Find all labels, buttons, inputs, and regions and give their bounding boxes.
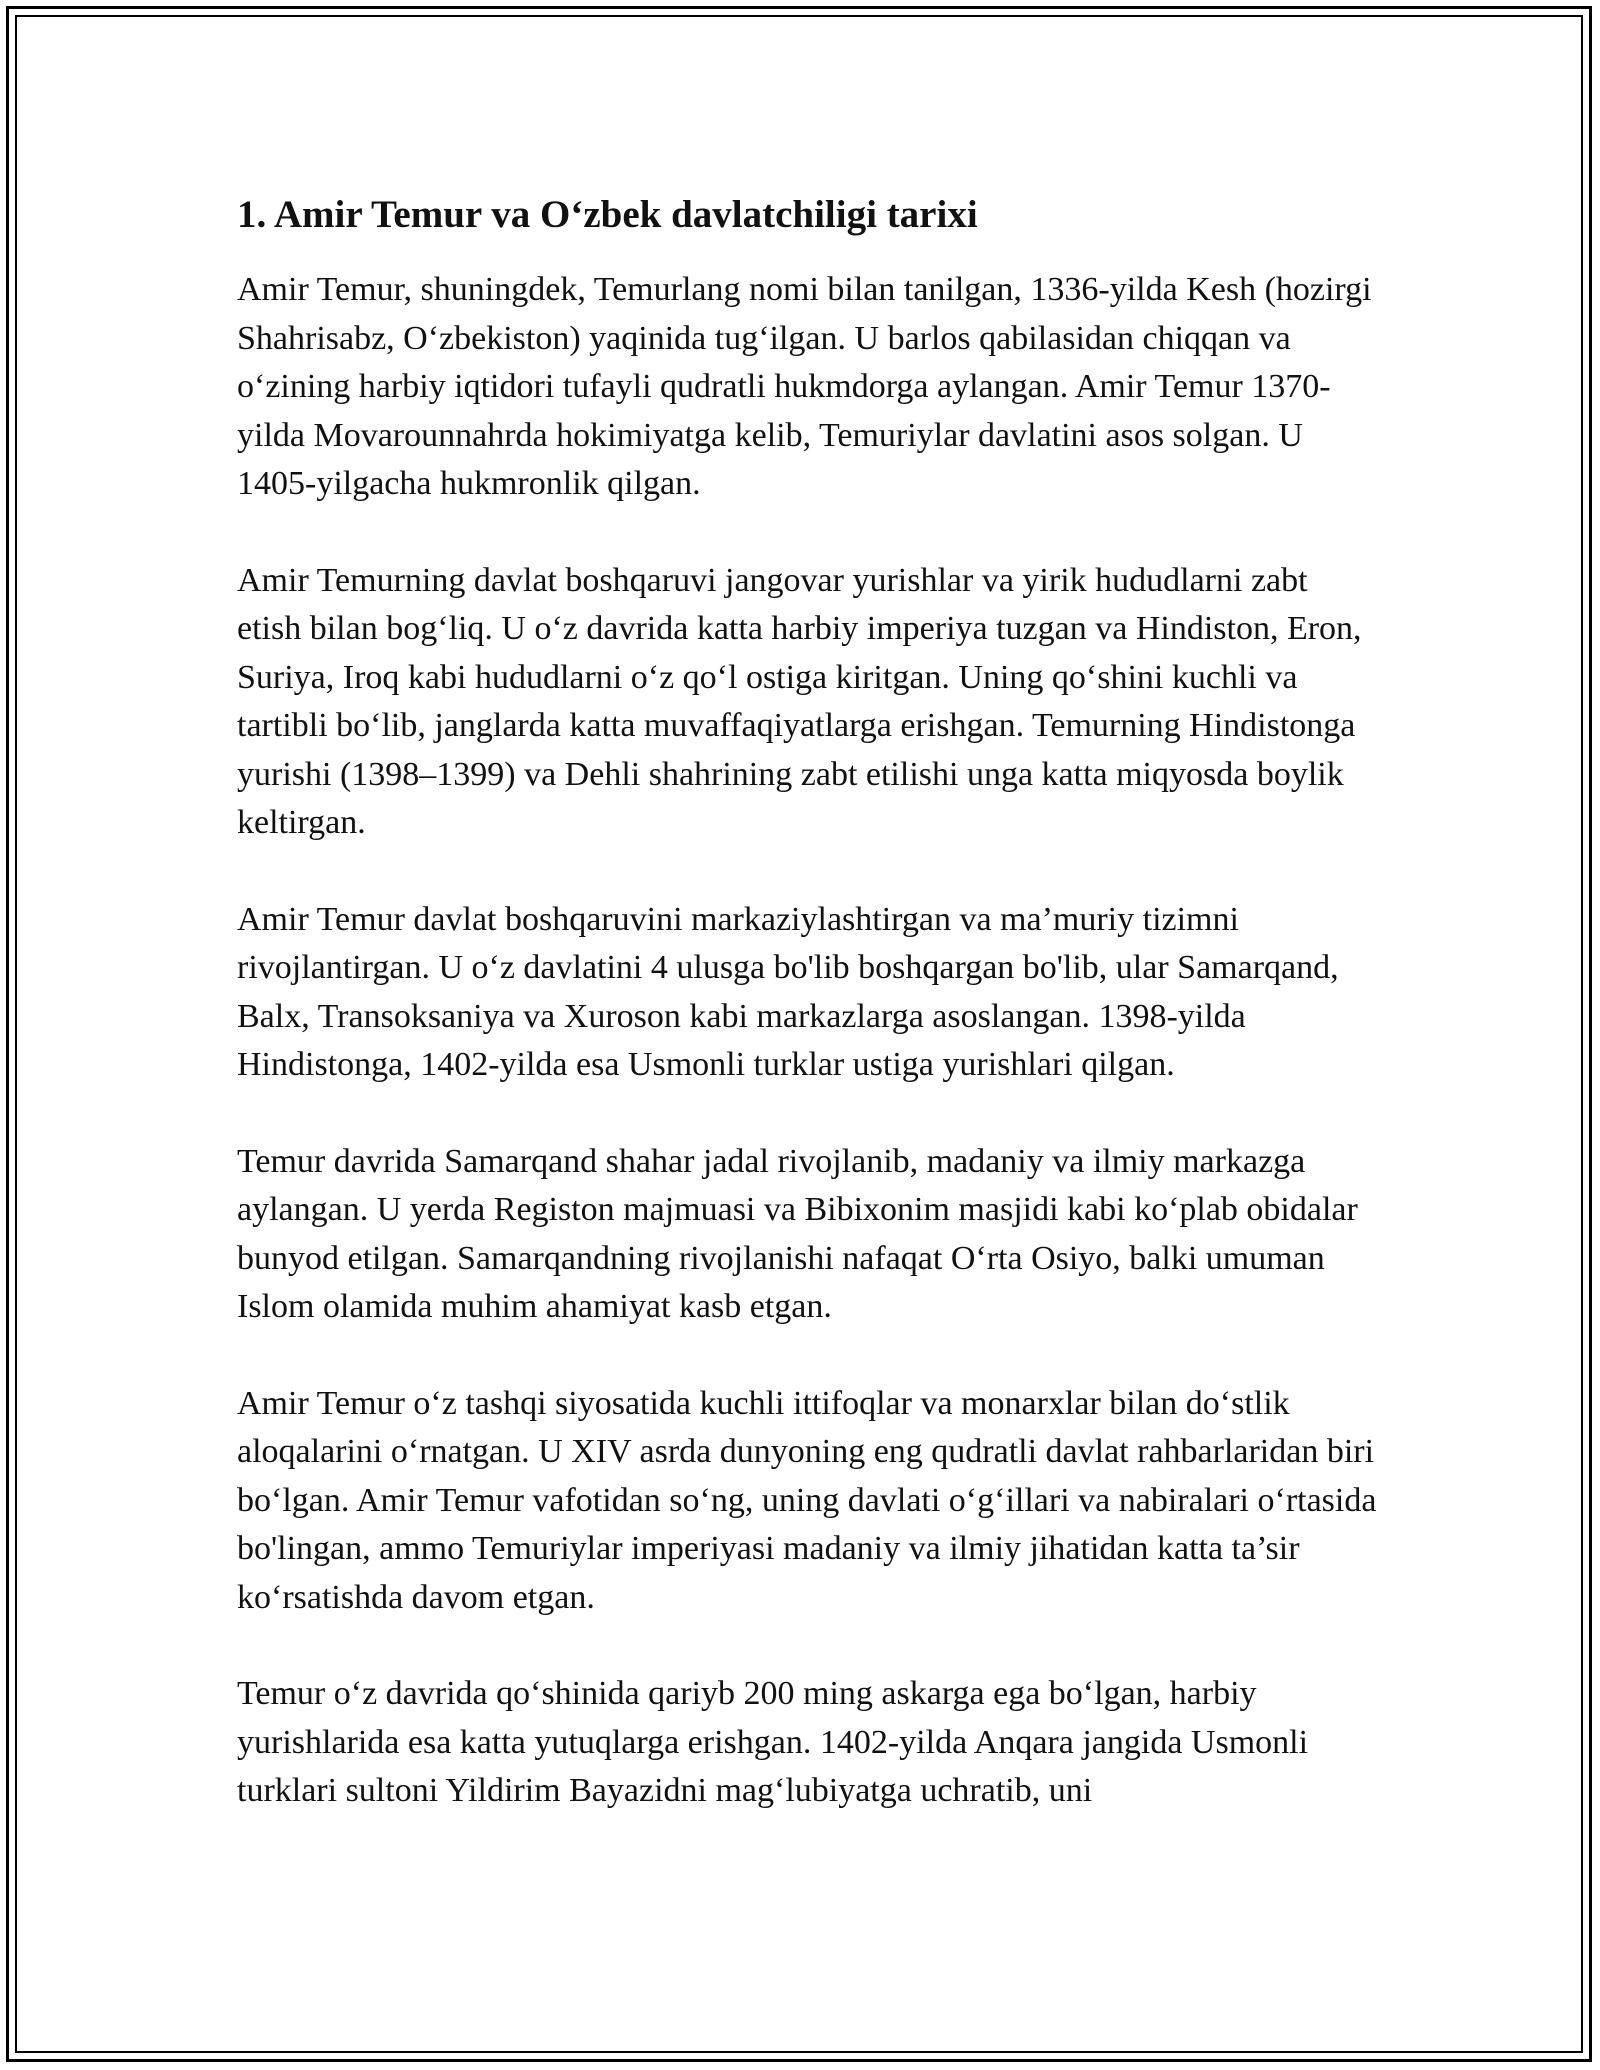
paragraph-2: Amir Temurning davlat boshqaruvi jangovar yurishlar va yirik hududlarni zabt etish bilan bog‘liq. U o‘z davrida katta harbiy imperiya tuzgan va Hindiston, Eron, Suriya, Iroq kabi hududlarni o‘z qo‘l ostiga kiritgan. Uning qo‘shini kuchli va tartibli bo‘lib, janglarda katta muvaffaqiyatlarga erishgan. Temurning Hindistonga yurishi (1398–1399) va Dehli shahrining zabt etilishi unga katta miqyosda boylik keltirgan.	[237, 561, 1362, 841]
section-heading: 1. Amir Temur va O‘zbek davlatchiligi tarixi	[237, 193, 978, 236]
paragraph-3: Amir Temur davlat boshqaruvini markaziylashtirgan va ma’muriy tizimni rivojlantirgan. U o‘z davlatini 4 ulusga bo'lib boshqargan bo'lib, ular Samarqand, Balx, Transoksaniya va Xuroson kabi markazlarga asoslangan. 1398-yilda Hindistonga, 1402-yilda esa Usmonli turklar ustiga yurishlari qilgan.	[237, 900, 1339, 1083]
paragraph-4: Temur davrida Samarqand shahar jadal rivojlanib, madaniy va ilmiy markazga aylangan. U yerda Registon majmuasi va Bibixonim masjidi kabi ko‘plab obidalar bunyod etilgan. Samarqandning rivojlanishi nafaqat O‘rta Osiyo, balki umuman Islom olamida muhim ahamiyat kasb etgan.	[237, 1142, 1358, 1325]
paragraph-5: Amir Temur o‘z tashqi siyosatida kuchli ittifoqlar va monarxlar bilan do‘stlik aloqalarini o‘rnatgan. U XIV asrda dunyoning eng qudratli davlat rahbarlaridan biri bo‘lgan. Amir Temur vafotidan so‘ng, uning davlati o‘g‘illari va nabiralari o‘rtasida bo'lingan, ammo Temuriylar imperiyasi madaniy va ilmiy jihatidan katta ta’sir ko‘rsatishda davom etgan.	[237, 1384, 1377, 1616]
paragraph-1: Amir Temur, shuningdek, Temurlang nomi bilan tanilgan, 1336-yilda Kesh (hozirgi Shahrisabz, O‘zbekiston) yaqinida tug‘ilgan. U barlos qabilasidan chiqqan va o‘zining harbiy iqtidori tufayli qudratli hukmdorga aylangan. Amir Temur 1370-yilda Movarounnahrda hokimiyatga kelib, Temuriylar davlatini asos solgan. U 1405-yilgacha hukmronlik qilgan.	[237, 271, 1372, 502]
paragraph-6: Temur o‘z davrida qo‘shinida qariyb 200 ming askarga ega bo‘lgan, harbiy yurishlarida esa katta yutuqlarga erishgan. 1402-yilda Anqara jangida Usmonli turklari sultoni Yildirim Bayazidni mag‘lubiyatga uchratib, uni	[237, 1675, 1309, 1809]
document-body	[237, 188, 1377, 1864]
